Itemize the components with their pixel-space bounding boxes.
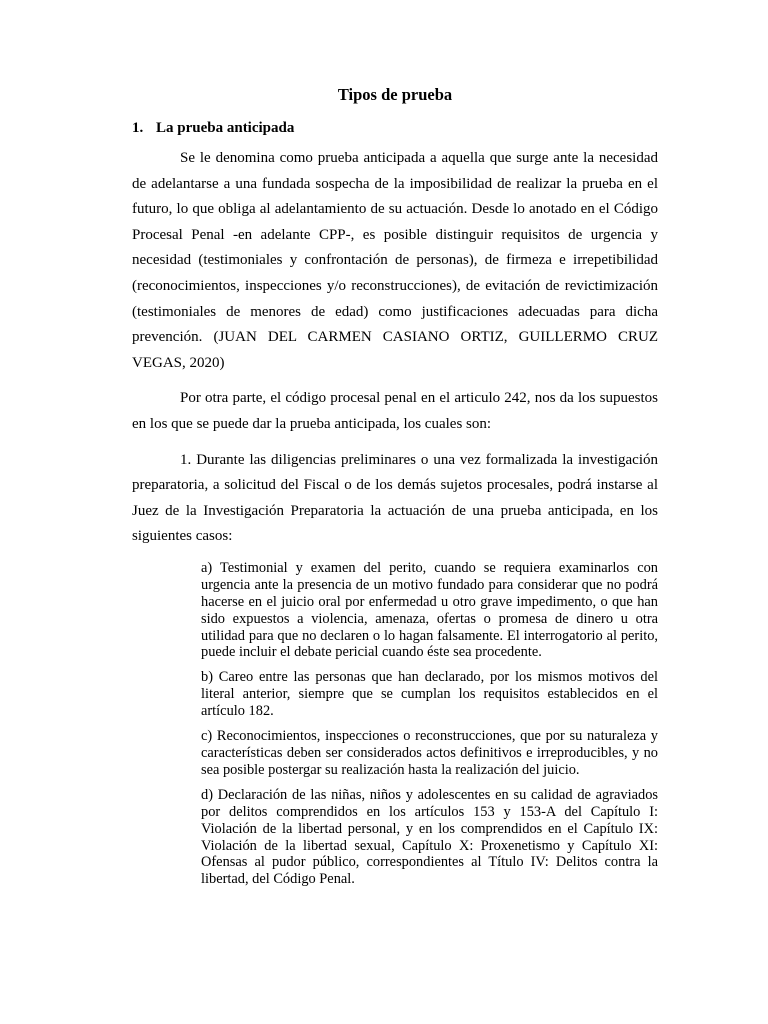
document-title: Tipos de prueba (337, 85, 453, 104)
list-item-a: a) Testimonial y examen del perito, cuando se requiera examinarlos con urgencia ante la presencia de un motivo fundado para considerar que no podrá hacerse en el juicio oral por enfermedad u otro grave impedimento, o que han sido expuestos a violencia, amenaza, ofertas o promesa de dinero u otra utilidad para que no declaren o lo hagan falsamente. El interrogatorio al perito, puede incluir el debate pericial cuando éste sea procedente. (201, 559, 658, 661)
section-number: 1. (132, 120, 144, 136)
section-heading (132, 118, 658, 138)
list-item-b: b) Careo entre las personas que han declarado, por los mismos motivos del literal anterior, siempre que se cumplan los requisitos establecidos en el artículo 182. (201, 669, 658, 720)
document-page (132, 84, 658, 896)
list-item-d: d) Declaración de las niñas, niños y adolescentes en su calidad de agraviados por delitos comprendidos en los artículos 153 y 153-A del Capítulo I: Violación de la libertad personal, y en los comprendidos en el Capítulo IX: Violación de la libertad sexual, Capítulo X: Proxenetismo y Capítulo XI: Ofensas al pudor público, correspondientes al Título IV: Delitos contra la libertad, del Código Penal. (201, 786, 658, 888)
paragraph-definition: Se le denomina como prueba anticipada a aquella que surge ante la necesidad de adelantarse a una fundada sospecha de la imposibilidad de realizar la prueba en el futuro, lo que obliga al adelantamiento de su actuación. Desde lo anotado en el Código Procesal Penal -en adelante CPP-, es posible distinguir requisitos de urgencia y necesidad (testimoniales y confrontación de personas), de firmeza e irrepetibilidad (reconocimientos, inspecciones y/o reconstrucciones), de evitación de revictimización (testimoniales de menores de edad) como justificaciones adecuadas para dicha prevención. (JUAN DEL CARMEN CASIANO ORTIZ, GUILLERMO CRUZ VEGAS, 2020) (132, 150, 658, 371)
paragraph-clause-1: 1. Durante las diligencias preliminares o una vez formalizada la investigación preparatoria, a solicitud del Fiscal o de los demás sujetos procesales, podrá instarse al Juez de la Investigación Preparatoria la actuación de una prueba anticipada, en los siguientes casos: (132, 451, 658, 545)
section-heading-text: La prueba anticipada (156, 120, 295, 136)
paragraph-article-242: Por otra parte, el código procesal penal en el articulo 242, nos da los supuestos en los que se puede dar la prueba anticipada, los cuales son: (132, 390, 658, 432)
list-item-c: c) Reconocimientos, inspecciones o reconstrucciones, que por su naturaleza y características deben ser considerados actos definitivos e irreproducibles, y no sea posible postergar su realización hasta la realización del juicio. (201, 728, 658, 778)
